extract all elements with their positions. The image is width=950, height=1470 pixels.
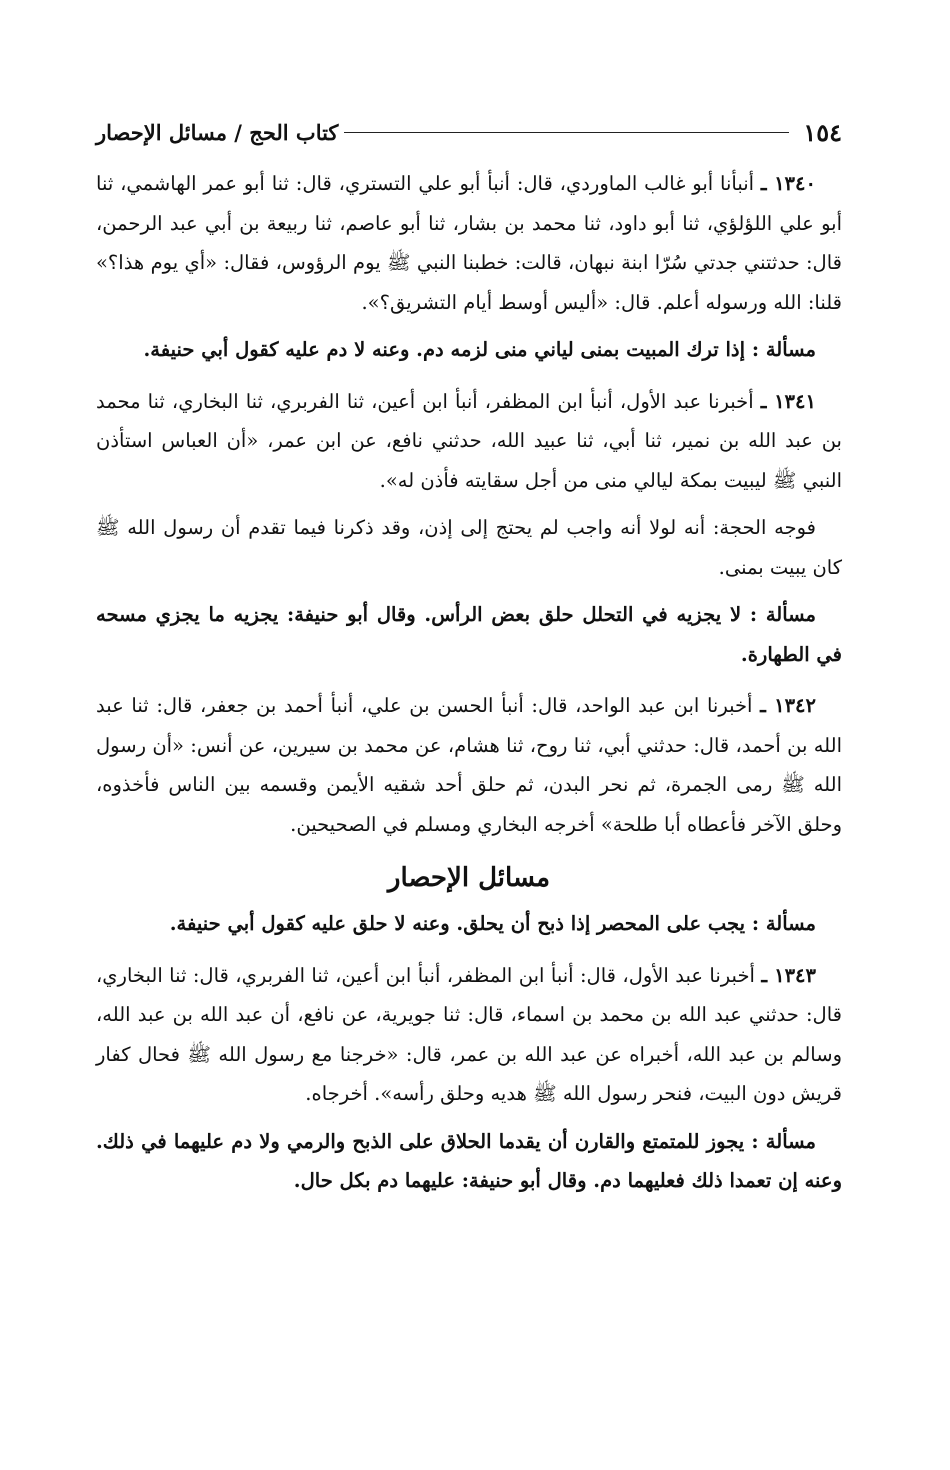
hadith-number: ١٣٤٠ ـ [760, 172, 816, 195]
hadith-text: أخبرنا ابن عبد الواحد، قال: أنبأ الحسن بن علي، أنبأ أحمد بن جعفر، قال: ثنا عبد الله بن أحمد، قال: حدثني أبي، ثنا روح، ثنا هشام، عن محمد بن سيرين، عن أنس: «أن رسول الله ﷺ رمى الجمرة، ثم نحر البدن، ثم حلق أحد شقيه الأيمن وقسمه بين الناس فأخذوه، وحلق الآخر فأعطاه أبا طلحة» أخرجه البخاري ومسلم في الصحيحين. [96, 694, 842, 836]
masala-label: مسألة : [751, 912, 816, 935]
masala-label: مسألة : [751, 1129, 816, 1153]
header-rule [344, 132, 789, 133]
masala-label: مسألة : [749, 603, 817, 626]
page-header [96, 112, 842, 152]
masala-1 [96, 330, 842, 370]
hadith-1342 [96, 686, 842, 844]
masala-text: إذا ترك المبيت بمنى لياني منى لزمه دم. وعنه لا دم عليه كقول أبي حنيفة. [143, 338, 746, 361]
page-number: ١٥٤ [803, 117, 842, 147]
hadith-number: ١٣٤١ ـ [760, 389, 816, 413]
masala-2 [96, 595, 842, 674]
commentary-paragraph [96, 508, 842, 587]
hadith-1340 [96, 164, 842, 322]
section-heading: مسائل الإحصار [387, 863, 551, 893]
hadith-text: أنبأنا أبو غالب الماوردي، قال: أنبأ أبو علي التستري، قال: ثنا أبو عمر الهاشمي، ثنا أبو علي اللؤلؤي، ثنا أبو داود، ثنا محمد بن بشار، ثنا أبو عاصم، ثنا ربيعة بن أبي عبد الرحمن، قال: حدثتني جدتي سُرّا ابنة نبهان، قالت: خطبنا النبي ﷺ يوم الرؤوس، فقال: «أي يوم هذا؟» قلنا: الله ورسوله أعلم. قال: «أليس أوسط أيام التشريق؟». [96, 172, 842, 314]
masala-label: مسألة : [751, 338, 816, 361]
hadith-number: ١٣٤٢ ـ [760, 694, 816, 717]
masala-4 [96, 1122, 842, 1201]
running-title: كتاب الحج / مسائل الإحصار [96, 119, 339, 145]
masala-text: يجوز للمتمتع والقارن أن يقدما الحلاق على الذبح والرمي ولا دم عليهما في ذلك. وعنه إن تعمدا ذلك فعليهما دم. وقال أبو حنيفة: عليهما دم بكل حال. [96, 1129, 842, 1192]
commentary-text: فوجه الحجة: أنه لولا أنه واجب لم يحتج إلى إذن، وقد ذكرنا فيما تقدم أن رسول الله ﷺ كان يبيت بمنى. [96, 516, 842, 579]
masala-3 [96, 904, 842, 944]
hadith-text: أخبرنا عبد الأول، أنبأ ابن المظفر، أنبأ ابن أعين، ثنا الفربري، ثنا البخاري، ثنا محمد بن عبد الله بن نمير، ثنا أبي، ثنا عبيد الله، حدثني نافع، عن ابن عمر، «أن العباس استأذن النبي ﷺ ليبيت بمكة ليالي منى من أجل سقايته فأذن له». [96, 389, 842, 492]
masala-text: لا يجزيه في التحلل حلق بعض الرأس. وقال أبو حنيفة: يجزيه ما يجزي مسحه في الطهارة. [96, 603, 842, 666]
masala-text: يجب على المحصر إذا ذبح أن يحلق. وعنه لا حلق عليه كقول أبي حنيفة. [169, 912, 746, 935]
hadith-text: أخبرنا عبد الأول، قال: أنبأ ابن المظفر، أنبأ ابن أعين، ثنا الفربري، قال: ثنا البخاري، قال: حدثني عبد الله بن محمد بن اسماء، قال: ثنا جويرية، عن نافع، أن عبد الله بن عبد الله، وسالم بن عبد الله، أخبراه عن عبد الله بن عمر، قال: «خرجنا مع رسول الله ﷺ فحال كفار قريش دون البيت، فنحر رسول الله ﷺ هديه وحلق رأسه». أخرجاه. [96, 963, 842, 1105]
hadith-number: ١٣٤٣ ـ [761, 963, 816, 987]
hadith-1341 [96, 382, 842, 501]
page-body [96, 164, 842, 1213]
hadith-1343 [96, 956, 842, 1114]
